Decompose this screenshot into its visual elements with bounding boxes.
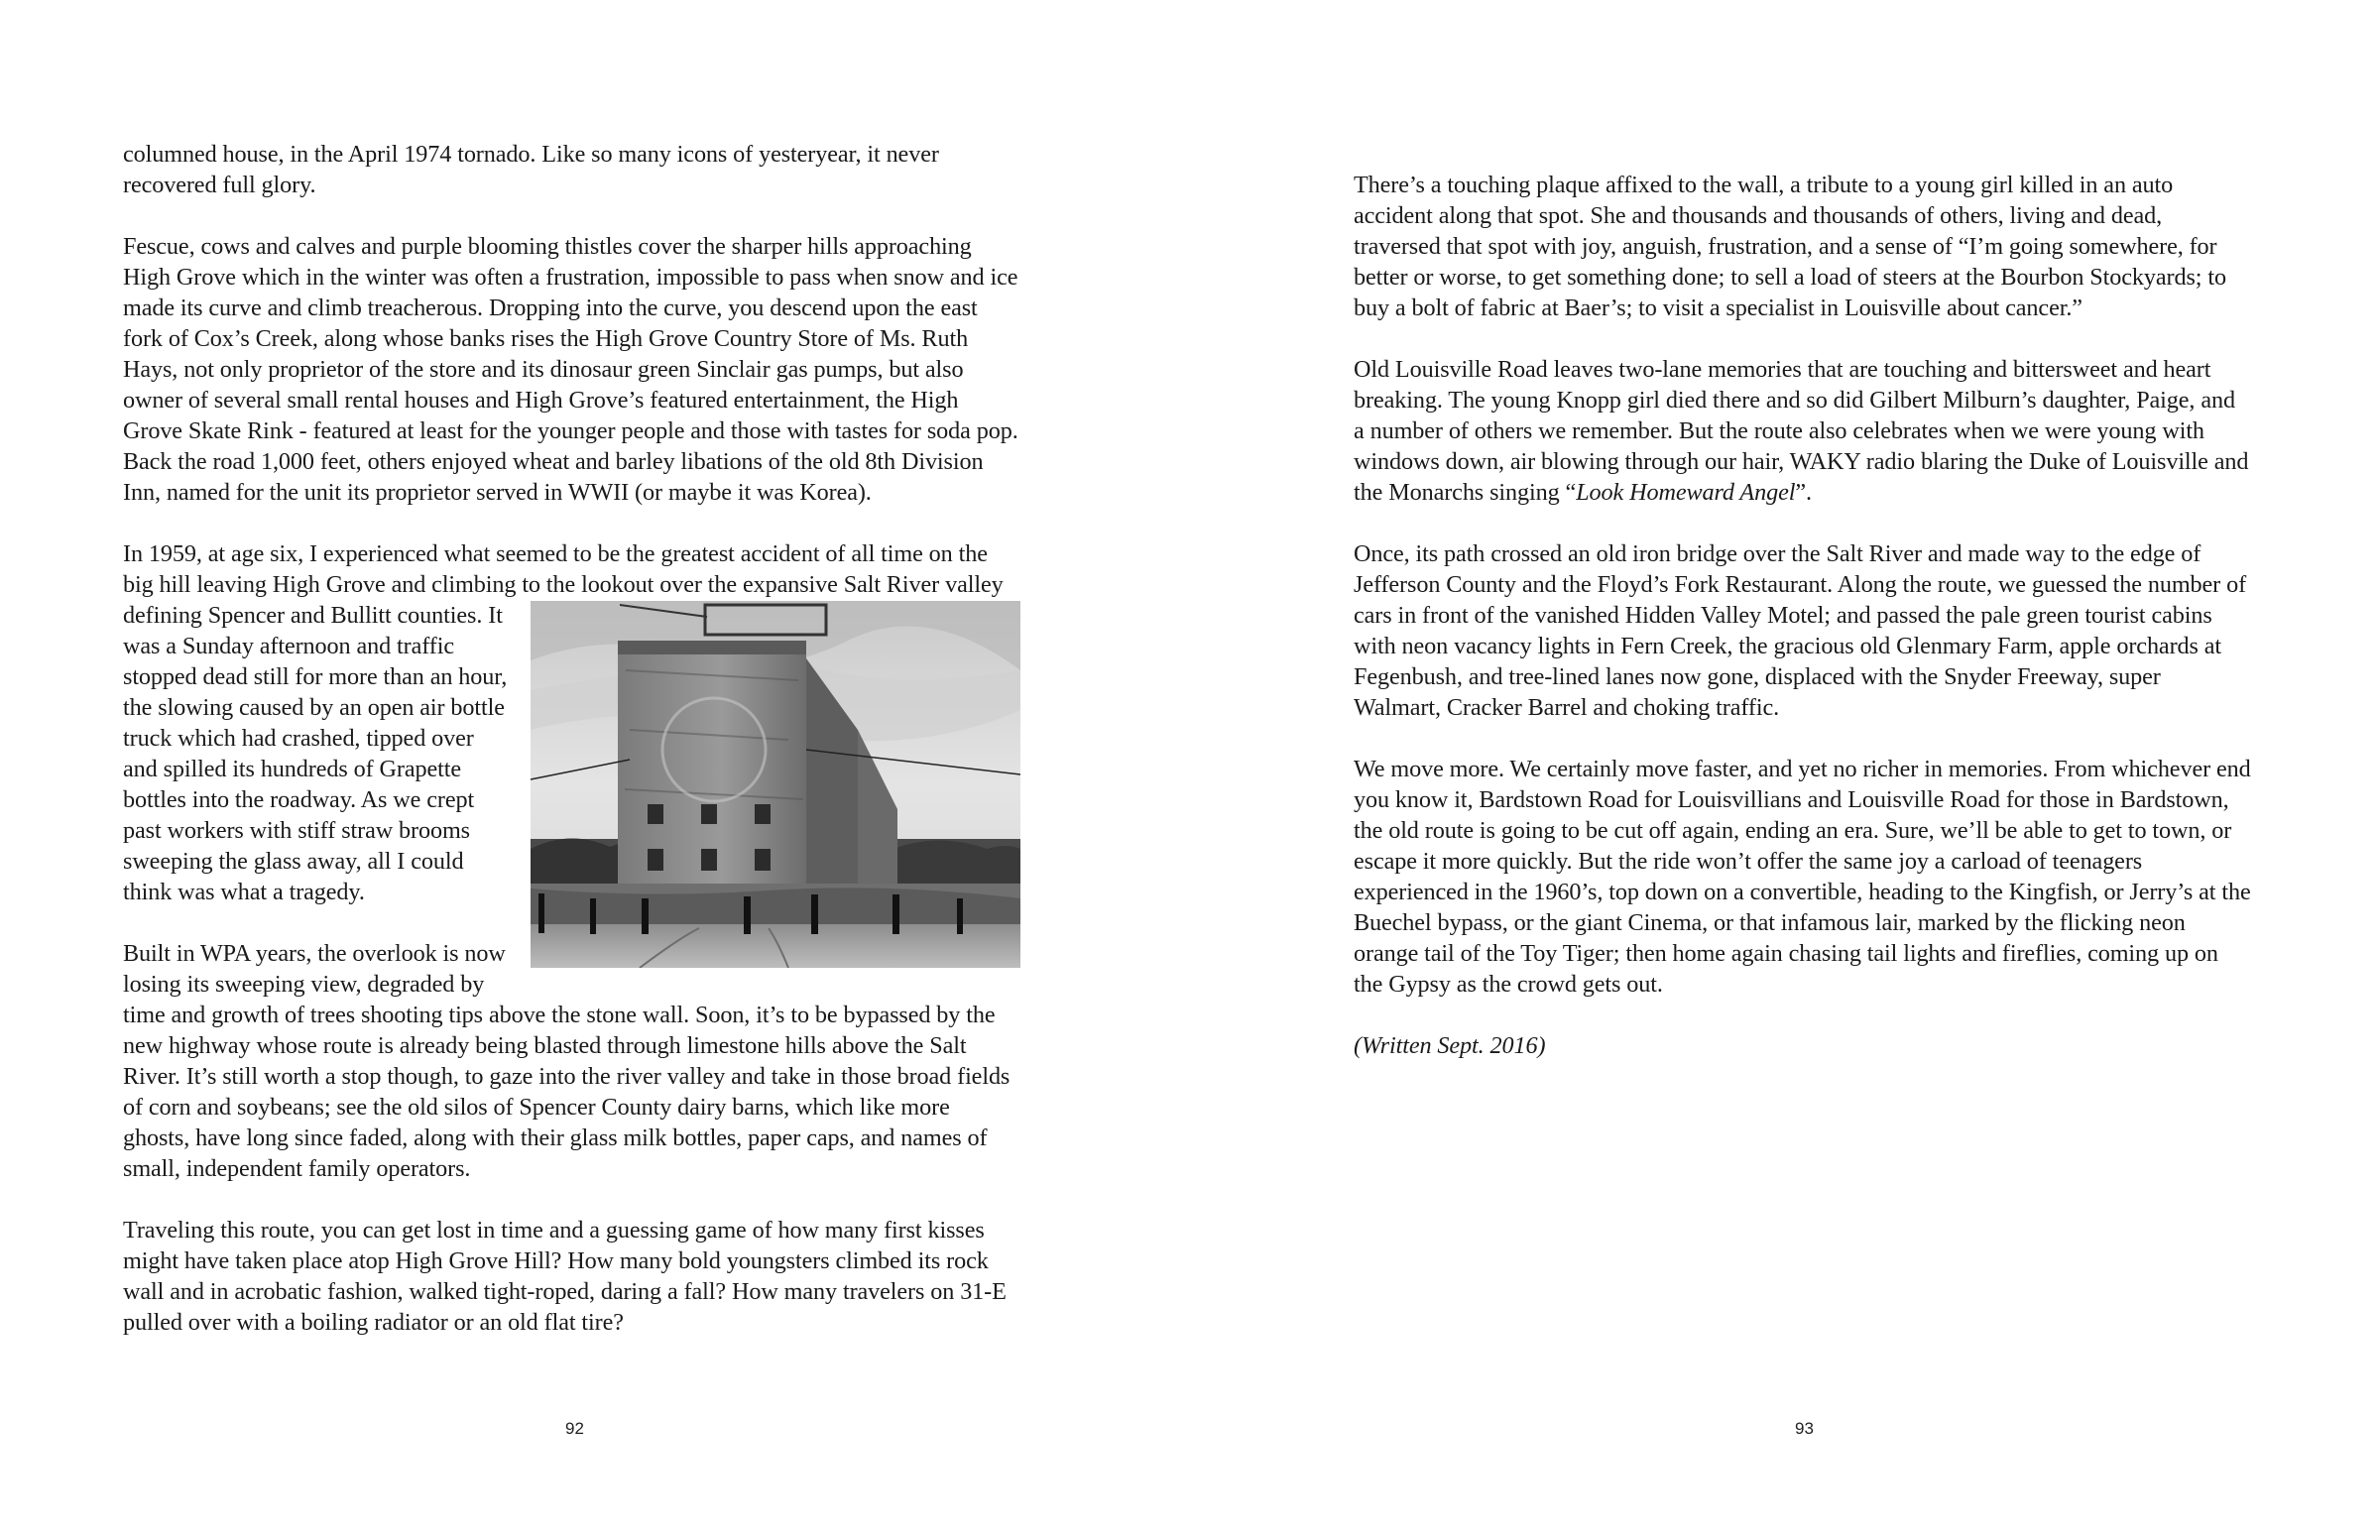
paragraph-continued: Salt River valley defining Spencer and Bullitt counties. It was a Sunday afternoon and traffic stopped dead still for more than an hour, the slowing caused by an open air bottle truck which had crashed, tipped over and spilled its hundreds of Grapette bottles into the roadway. As we crept past workers with stiff straw brooms sweeping the glass away, all I could think was what a tragedy. [123,571,1004,905]
paragraph: Built in WPA years, the overlook is now losing its sweeping view, degraded by time and growth of trees shooting tips above the stone wall. Soon, it’s to be bypassed by the new highway whose route is already being blasted through limestone hills above the Salt River. It’s still worth a stop though, to gaze into the river valley and take in those broad fields of corn and soybeans; see the old silos of Spencer County dairy barns, which like more ghosts, have long since faded, along with their glass milk bottles, paper caps, and names of small, independent family operators. [123,940,1011,1182]
right-page-text [1354,170,2251,1061]
stone-ruin-photo [531,601,1020,968]
paragraph-intro: In 1959, at age six, I experienced what seemed to be the greatest accident of all time on the big hill leaving High Grove and climbing to the lookout over the expansive [123,540,988,598]
paragraph: We move more. We certainly move faster, and yet no richer in memories. From whichever end you know it, Bardstown Road for Louisvillians and Louisville Road for those in Bardstown, the old route is going to be cut off again, ending an era. Sure, we’ll be able to get to town, or escape it more quickly. But the ride won’t offer the same joy a carload of teenagers experienced in the 1960’s, top down on a convertible, heading to the Kingfish, or Jerry’s at the Buechel bypass, or the giant Cinema, or that infamous lair, marked by the flicking neon orange tail of the Toy Tiger; then home again chasing tail lights and fireflies, coming up on the Gypsy as the crowd gets out. [1354,756,2251,998]
paragraph-with-photo [123,538,1020,907]
right-page [1190,0,2380,1540]
page-number: 93 [1795,1419,1814,1438]
memories-text-end: ”. [1795,479,1812,506]
paragraph: There’s a touching plaque affixed to the wall, a tribute to a young girl killed in an auto accident along that spot. She and thousands and thousands of others, living and dead, traversed that spot with joy, anguish, frustration, and a sense of “I’m going somewhere, for better or worse, to get something done; to sell a load of steers at the Bourbon Stockyards; to buy a bolt of fabric at Baer’s; to visit a specialist in Louisville about cancer.” [1354,172,2226,321]
page-number: 92 [565,1419,584,1438]
paragraph: Fescue, cows and calves and purple blooming thistles cover the sharper hills approaching High Grove which in the winter was often a frustration, impossible to pass when snow and ice made its curve and climb treacherous. Dropping into the curve, you descend upon the east fork of Cox’s Creek, along whose banks rises the High Grove Country Store of Ms. Ruth Hays, not only proprietor of the store and its dinosaur green Sinclair gas pumps, but also owner of several small rental houses and High Grove’s featured entertainment, the High Grove Skate Rink - featured at least for the younger people and those with tastes for soda pop. Back the road 1,000 feet, others enjoyed wheat and barley libations of the old 8th Division Inn, named for the unit its proprietor served in WWII (or maybe it was Korea). [123,233,1018,506]
signature-date: (Written Sept. 2016) [1354,1032,1546,1059]
paragraph-memories [1354,354,2251,508]
paragraph: columned house, in the April 1974 tornado. Like so many icons of yesteryear, it never recovered full glory. [123,141,939,198]
paragraph: Once, its path crossed an old iron bridge over the Salt River and made way to the edge of Jefferson County and the Floyd’s Fork Restaurant. Along the route, we guessed the number of cars in front of the vanished Hidden Valley Motel; and passed the pale green tourist cabins with neon vacancy lights in Fern Creek, the gracious old Glenmary Farm, apple orchards at Fegenbush, and tree-lined lanes now gone, displaced with the Snyder Freeway, super Walmart, Cracker Barrel and choking traffic. [1354,540,2247,721]
song-title: Look Homeward Angel [1576,479,1796,506]
paragraph: Traveling this route, you can get lost in time and a guessing game of how many first kisses might have taken place atop High Grove Hill? How many bold youngsters climbed its rock wall and in acrobatic fashion, walked tight-roped, daring a fall? How many travelers on 31-E pulled over with a boiling radiator or an old flat tire? [123,1217,1007,1336]
memories-text: Old Louisville Road leaves two-lane memories that are touching and bittersweet and heart breaking. The young Knopp girl died there and so did Gilbert Milburn’s daughter, Paige, and a number of others we remember. But the route also celebrates when we were young with windows down, air blowing through our hair, WAKY radio blaring the Duke of Louisville and the Monarchs singing “ [1354,356,2249,506]
left-page-text [123,139,1020,1338]
